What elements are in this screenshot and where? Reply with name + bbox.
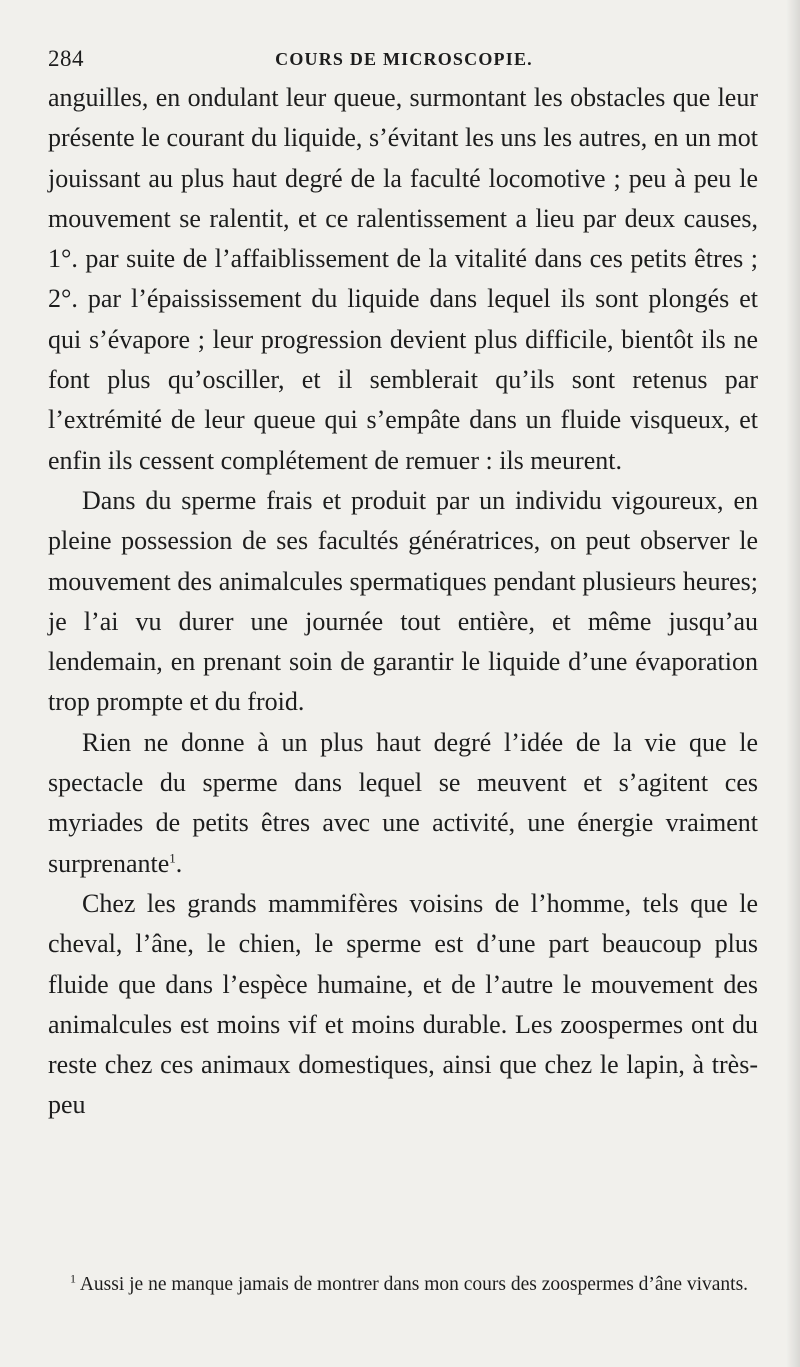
body-text [48, 78, 758, 1126]
running-head [48, 46, 760, 76]
footnote-text: Aussi je ne manque jamais de montrer dans mon cours des zoospermes d’âne vivants. [79, 1274, 749, 1295]
paragraph-4: Chez les grands mammifères voisins de l’homme, tels que le cheval, l’âne, le chien, le sperme est d’une part beaucoup plus fluide que dans l’espèce humaine, et de l’autre le mouvement des animalcules est moins vif et moins durable. Les zoospermes ont du reste chez ces animaux domestiques, ainsi que chez le lapin, à très-peu [48, 888, 758, 1120]
paragraph-3-end: . [175, 848, 183, 878]
footnote-mark: 1 [70, 1271, 76, 1286]
page-edge-shadow [786, 0, 800, 1367]
paragraph-3-text: Rien ne donne à un plus haut degré l’idée de la vie que le spectacle du sperme dans lequel se meuvent et s’agitent ces myriades de petits êtres avec une activité, une énergie vraiment surprenante [48, 727, 758, 878]
paragraph-1: anguilles, en ondulant leur queue, surmontant les obstacles que leur présente le courant du liquide, s’évitant les uns les autres, en un mot jouissant au plus haut degré de la faculté locomotive ; peu à peu le mouvement se ralentit, et ce ralentissement a lieu par deux causes, 1°. par suite de l’affaiblissement de la vitalité dans ces petits êtres ; 2°. par l’épaississement du liquide dans lequel ils sont plongés et qui s’évapore ; leur progression devient plus difficile, bientôt ils ne font plus qu’osciller, et il semblerait qu’ils sont retenus par l’extrémité de leur queue qui s’empâte dans un fluide visqueux, et enfin ils cessent complétement de remuer : ils meurent. [48, 83, 758, 475]
footnote-reference: 1 [169, 849, 176, 865]
paragraph-2: Dans du sperme frais et produit par un individu vigoureux, en pleine possession de ses facultés génératrices, on peut observer le mouvement des animalcules spermatiques pendant plusieurs heures; je l’ai vu durer une journée tout entière, et même jusqu’au lendemain, en prenant soin de garantir le liquide d’une évaporation trop prompte et du froid. [48, 485, 758, 717]
footnote [48, 1272, 758, 1298]
running-title: COURS DE MICROSCOPIE. [275, 49, 533, 69]
page-number: 284 [48, 46, 84, 71]
paragraph-3 [48, 723, 758, 884]
